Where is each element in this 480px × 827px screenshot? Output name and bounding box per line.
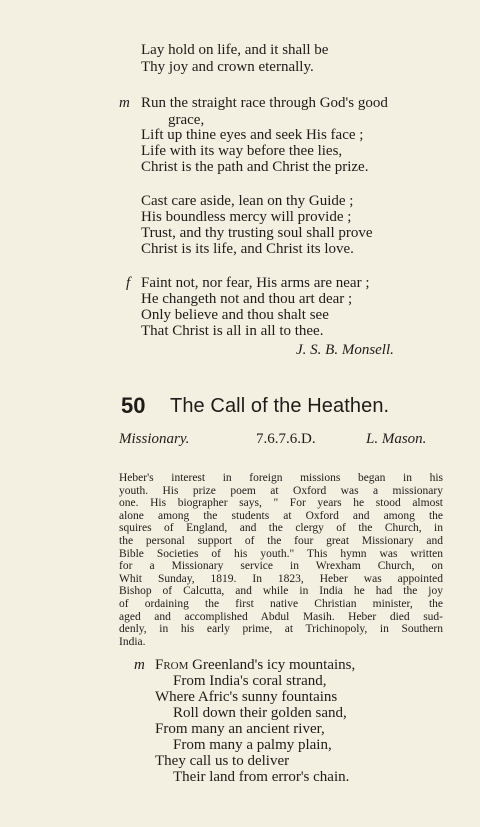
dynamic-mark: m xyxy=(119,95,130,111)
composer: L. Mason. xyxy=(366,431,427,447)
meter: 7.6.7.6.D. xyxy=(256,431,316,447)
note-line: alone among the students at Oxford and among the xyxy=(119,509,443,522)
note-line: one. His biographer says, " For years he stood almost xyxy=(119,497,443,510)
verse-line-continuation: grace, xyxy=(168,112,205,128)
note-line: Heber's interest in foreign missions began in his xyxy=(119,472,443,484)
verse-line: Trust, and thy trusting soul shall prove xyxy=(141,225,373,241)
historical-note xyxy=(119,472,443,648)
verse-line xyxy=(155,657,355,674)
first-word: From xyxy=(155,657,189,673)
note-line: for a Missionary service in Wrexham Church, on xyxy=(119,560,443,573)
hymn-title: The Call of the Heathen. xyxy=(170,395,390,417)
verse-line: Cast care aside, lean on thy Guide ; xyxy=(141,193,354,209)
hymn-number: 50 xyxy=(121,393,146,418)
dynamic-mark: f xyxy=(126,275,131,291)
verse-line: Christ is its life, and Christ its love. xyxy=(141,241,354,257)
verse-line: Where Afric's sunny fountains xyxy=(155,689,338,705)
verse-line: He changeth not and thou art dear ; xyxy=(141,291,353,307)
verse-line: Only believe and thou shalt see xyxy=(141,307,329,323)
verse-line: Their land from error's chain. xyxy=(173,769,350,785)
verse-line: Roll down their golden sand, xyxy=(173,705,347,721)
note-line: aged and accomplished Abdul Masih. Heber died sud- xyxy=(119,610,443,623)
verse-line: His boundless mercy will provide ; xyxy=(141,209,352,225)
verse-line: Christ is the path and Christ the prize. xyxy=(141,159,369,175)
note-line: the personal support of the four great Missionary and xyxy=(119,534,443,547)
note-line: of ordaining the first native Christian minister, the xyxy=(119,597,443,610)
verse-line: Run the straight race through God's good xyxy=(141,95,388,111)
verse-line: Faint not, nor fear, His arms are near ; xyxy=(141,275,370,291)
note-line: India. xyxy=(119,635,146,648)
note-line: denly, in his early prime, at Trichinopoly, in Southern xyxy=(119,623,443,636)
verse-line: They call us to deliver xyxy=(155,753,290,769)
verse-line: From India's coral strand, xyxy=(173,673,327,689)
verse-line: Thy joy and crown eternally. xyxy=(141,59,314,75)
author-attribution: J. S. B. Monsell. xyxy=(296,342,394,358)
note-line: Bishop of Calcutta, and while in India he had the joy xyxy=(119,585,443,598)
verse-line-rest: Greenland's icy mountains, xyxy=(188,657,356,673)
verse-line: That Christ is all in all to thee. xyxy=(141,323,324,339)
note-line: youth. His prize poem at Oxford was a missionary xyxy=(119,484,443,497)
note-line: squires of England, and the clergy of the Church, in xyxy=(119,522,443,535)
dynamic-mark: m xyxy=(134,657,145,673)
verse-line: Lay hold on life, and it shall be xyxy=(141,42,329,58)
verse-line: From many an ancient river, xyxy=(155,721,325,737)
verse-line: Life with its way before thee lies, xyxy=(141,143,343,159)
verse-line: Lift up thine eyes and seek His face ; xyxy=(141,127,364,143)
verse-line: From many a palmy plain, xyxy=(173,737,332,753)
note-line: Bible Societies of his youth." This hymn was written xyxy=(119,547,443,560)
note-line: Whit Sunday, 1819. In 1823, Heber was appointed xyxy=(119,572,443,585)
tune-name: Missionary. xyxy=(119,431,190,447)
